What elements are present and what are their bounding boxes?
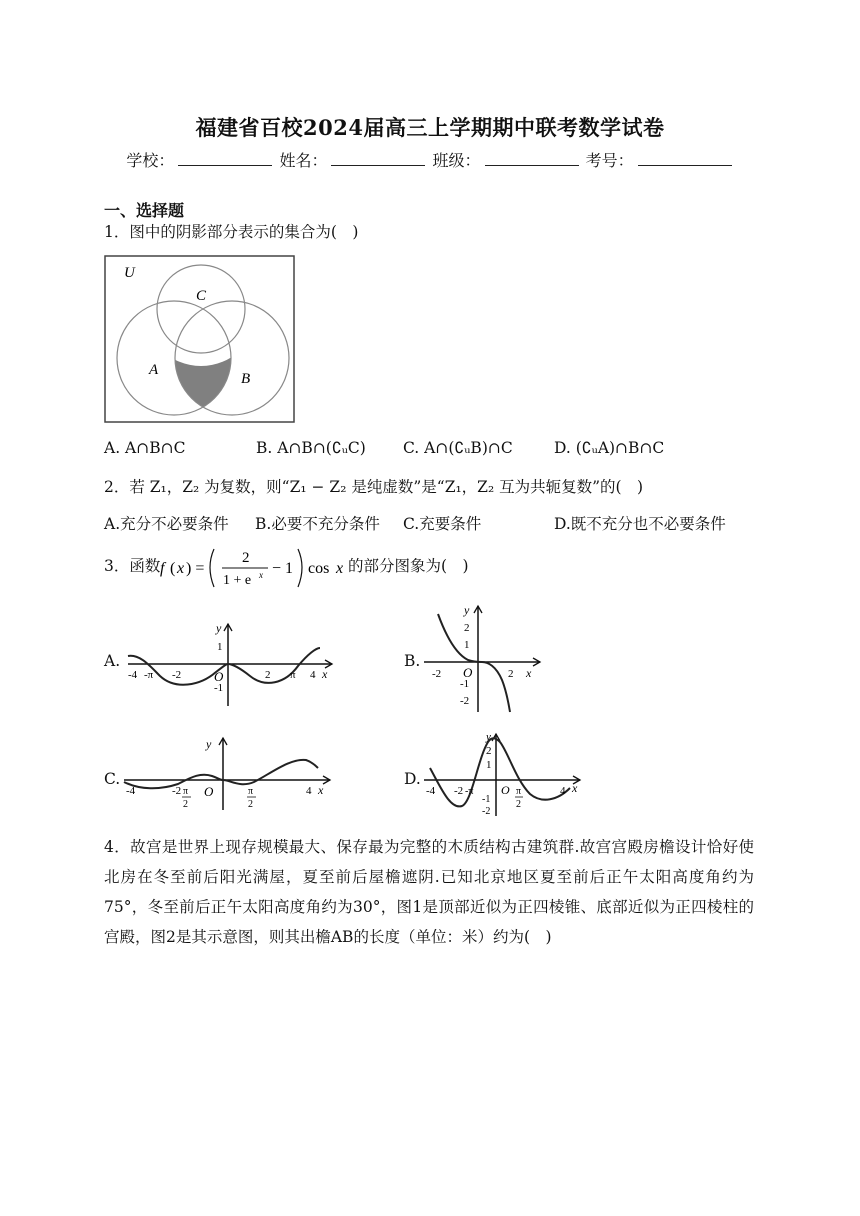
label-c: C: [196, 288, 207, 304]
q3-option-b-label[interactable]: B.: [404, 652, 421, 670]
svg-text:1: 1: [217, 641, 223, 653]
svg-text:2: 2: [508, 668, 514, 680]
q2-option-a[interactable]: A.充分不必要条件: [104, 515, 229, 533]
svg-text:-2: -2: [482, 806, 491, 817]
class-blank[interactable]: [485, 151, 579, 166]
svg-text:x: x: [322, 667, 328, 681]
svg-text:2: 2: [248, 799, 253, 810]
svg-text:cos: cos: [308, 560, 330, 577]
svg-text:y: y: [206, 737, 212, 751]
svg-text:4: 4: [560, 785, 566, 797]
svg-text:x: x: [572, 781, 578, 795]
page-title: 福建省百校2024届高三上学期期中联考数学试卷: [195, 115, 665, 140]
q1-option-b[interactable]: B. A∩B∩(∁ᵤC): [256, 439, 366, 457]
q3-option-a-label[interactable]: A.: [104, 652, 121, 670]
q3-formula: [158, 543, 348, 591]
svg-text:2: 2: [516, 799, 521, 810]
q2-option-d[interactable]: D.既不充分也不必要条件: [554, 515, 726, 533]
svg-text:1: 1: [464, 639, 470, 651]
q1-stem: 1．图中的阴影部分表示的集合为( ): [104, 223, 359, 241]
svg-text:π: π: [183, 786, 189, 797]
svg-text:-1: -1: [214, 682, 224, 694]
svg-text:1: 1: [486, 759, 492, 771]
svg-text:(: (: [170, 560, 176, 577]
q3-option-d-label[interactable]: D.: [404, 770, 421, 788]
svg-text:-2: -2: [454, 785, 464, 797]
svg-text:-4: -4: [128, 669, 138, 681]
svg-text:y: y: [216, 621, 222, 635]
svg-text:x: x: [259, 570, 263, 580]
q1-option-c[interactable]: C. A∩(∁ᵤB)∩C: [403, 439, 513, 457]
q4-text: 4．故宫是世界上现存规模最大、保存最为完整的木质结构古建筑群.故宫宫殿房檐设计恰好使北房在冬至前后阳光满屋，夏至前后屋檐遮阴.已知北京地区夏至前后正午太阳高度角约为75°，冬至前后正午太阳高度角约为30°，图1是顶部近似为正四棱锥、底部近似为正四棱柱的宫殿，图2是其示意图，则其出檐AB的长度（单位：米）约为( ): [104, 838, 754, 946]
svg-text:y: y: [464, 603, 470, 617]
svg-text:O: O: [214, 669, 224, 684]
svg-text:4: 4: [306, 785, 312, 797]
q1-venn-diagram: [104, 255, 296, 425]
student-info-line: [0, 148, 860, 171]
svg-text:O: O: [463, 665, 473, 680]
school-blank[interactable]: [178, 151, 272, 166]
svg-text:-4: -4: [426, 785, 436, 797]
name-blank[interactable]: [331, 151, 425, 166]
name-label: 姓名：: [279, 151, 328, 170]
q1-option-d[interactable]: D. (∁ᵤA)∩B∩C: [554, 439, 665, 457]
svg-text:π: π: [290, 669, 296, 681]
svg-text:-π: -π: [144, 669, 154, 681]
svg-text:-1: -1: [460, 678, 470, 690]
svg-text:4: 4: [310, 669, 316, 681]
svg-text:− 1: − 1: [272, 560, 294, 577]
svg-text:π: π: [516, 786, 522, 797]
svg-text:-2: -2: [460, 695, 470, 707]
svg-text:x: x: [177, 560, 185, 577]
q3-graph-d[interactable]: [420, 728, 585, 818]
svg-text:y: y: [486, 731, 491, 743]
q3-stem-suffix: 的部分图象为( ): [348, 557, 469, 575]
svg-text:-2: -2: [172, 785, 182, 797]
section-heading: 一、选择题: [104, 201, 185, 220]
svg-text:-2: -2: [432, 668, 442, 680]
svg-text:O: O: [501, 783, 510, 797]
q1-option-a[interactable]: A. A∩B∩C: [104, 439, 186, 457]
label-u: U: [124, 265, 135, 281]
svg-text:O: O: [204, 784, 214, 799]
q3-option-c-label[interactable]: C.: [104, 770, 121, 788]
svg-text:-π: -π: [465, 786, 474, 797]
svg-text:2: 2: [265, 669, 271, 681]
svg-text:x: x: [318, 783, 324, 797]
svg-text:2: 2: [183, 799, 188, 810]
svg-text:) =: ) =: [186, 560, 205, 577]
q3-graph-c[interactable]: [120, 732, 335, 812]
label-b: B: [241, 371, 251, 387]
q3-graph-a[interactable]: [120, 618, 335, 708]
svg-text:1 + e: 1 + e: [223, 573, 252, 588]
q2-stem: 2．若 Z₁，Z₂ 为复数，则“Z₁ − Z₂ 是纯虚数”是“Z₁，Z₂ 互为共轭复数”的( ): [104, 478, 644, 496]
class-label: 班级：: [432, 151, 481, 170]
svg-text:2: 2: [464, 622, 470, 634]
svg-text:f: f: [160, 560, 165, 577]
svg-text:π: π: [248, 786, 254, 797]
svg-text:x: x: [336, 560, 344, 577]
number-label: 考号：: [585, 151, 634, 170]
q3-graph-b[interactable]: [420, 600, 545, 715]
svg-text:-4: -4: [126, 785, 136, 797]
svg-text:-1: -1: [482, 794, 491, 805]
number-blank[interactable]: [638, 151, 732, 166]
svg-text:x: x: [526, 666, 532, 680]
svg-text:-2: -2: [172, 669, 182, 681]
label-a: A: [149, 362, 159, 378]
school-label: 学校：: [126, 151, 175, 170]
q2-option-b[interactable]: B.必要不充分条件: [255, 515, 380, 533]
svg-text:2: 2: [242, 550, 250, 566]
q3-stem-prefix: 3．函数: [104, 557, 161, 575]
q2-option-c[interactable]: C.充要条件: [403, 515, 482, 533]
svg-text:2: 2: [486, 745, 492, 757]
